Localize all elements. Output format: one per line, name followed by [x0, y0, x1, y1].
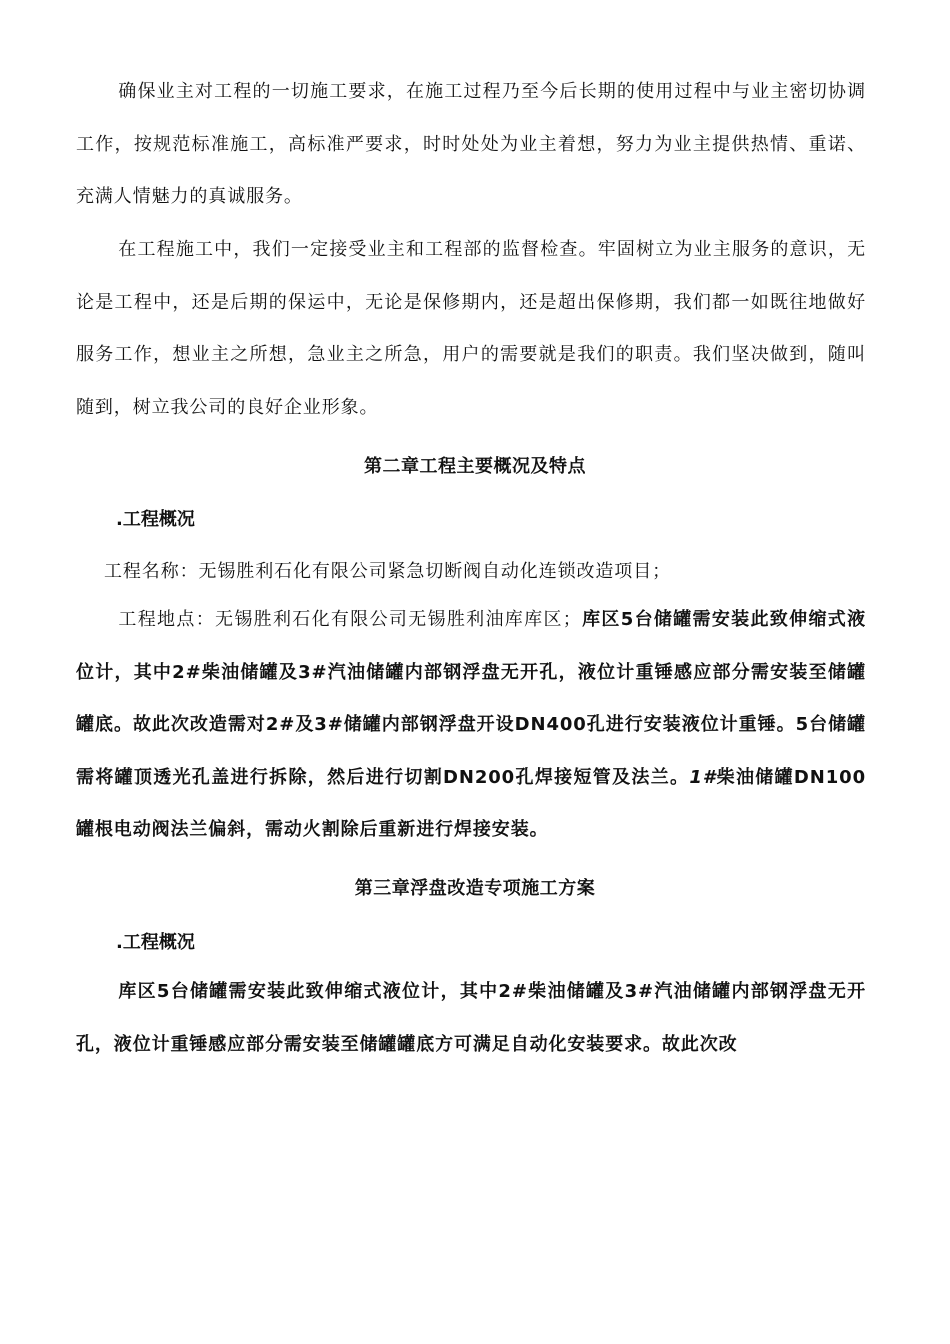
paragraph-service-commitment: 确保业主对工程的一切施工要求，在施工过程乃至今后长期的使用过程中与业主密切协调工作，按规范标准施工，高标准严要求，时时处处为业主着想，努力为业主提供热情、重诺、充满人情魅力的真诚服务。	[76, 81, 866, 208]
project-location-paragraph	[76, 594, 866, 857]
chapter-2-title: 第二章工程主要概况及特点	[364, 456, 586, 477]
chapter-3-paragraph: 库区5台储罐需安装此致伸缩式液位计，其中2#柴油储罐及3#汽油储罐内部钢浮盘无开孔，液位计重锤感应部分需安装至储罐罐底方可满足自动化安装要求。故此次改	[76, 981, 866, 1055]
location-detail-a: 库区5台储罐需安装此致伸缩式液位计，其中2#柴油储罐及3#汽油储罐内部钢浮盘无开孔，液位计重锤感应部分需安装至储罐罐底。故此次改造需对2#及3#储罐内部钢浮盘开设DN400孔进行安装液位计重锤。5台储罐需将罐顶透光孔盖进行拆除，然后进行切割DN200孔焊接短管及法兰。	[76, 609, 866, 788]
chapter-2-subheading: .工程概况	[116, 509, 195, 530]
location-label: 工程地点：无锡胜利石化有限公司无锡胜利油库库区；	[118, 609, 582, 630]
chapter-3-title: 第三章浮盘改造专项施工方案	[354, 878, 596, 899]
location-detail-italic: 1#	[689, 766, 717, 788]
project-name-line: 工程名称：无锡胜利石化有限公司紧急切断阀自动化连锁改造项目；	[104, 561, 671, 582]
paragraph-supervision: 在工程施工中，我们一定接受业主和工程部的监督检查。牢固树立为业主服务的意识，无论是工程中，还是后期的保运中，无论是保修期内，还是超出保修期，我们都一如既往地做好服务工作，想业主之所想，急业主之所急，用户的需要就是我们的职责。我们坚决做到，随叫随到，树立我公司的良好企业形象。	[76, 239, 866, 418]
location-detail-b: 柴油储罐DN100罐根电动阀法兰偏斜，需动火割除后重新进行焊接安装。	[76, 766, 866, 841]
chapter-3-subheading: .工程概况	[116, 932, 195, 953]
